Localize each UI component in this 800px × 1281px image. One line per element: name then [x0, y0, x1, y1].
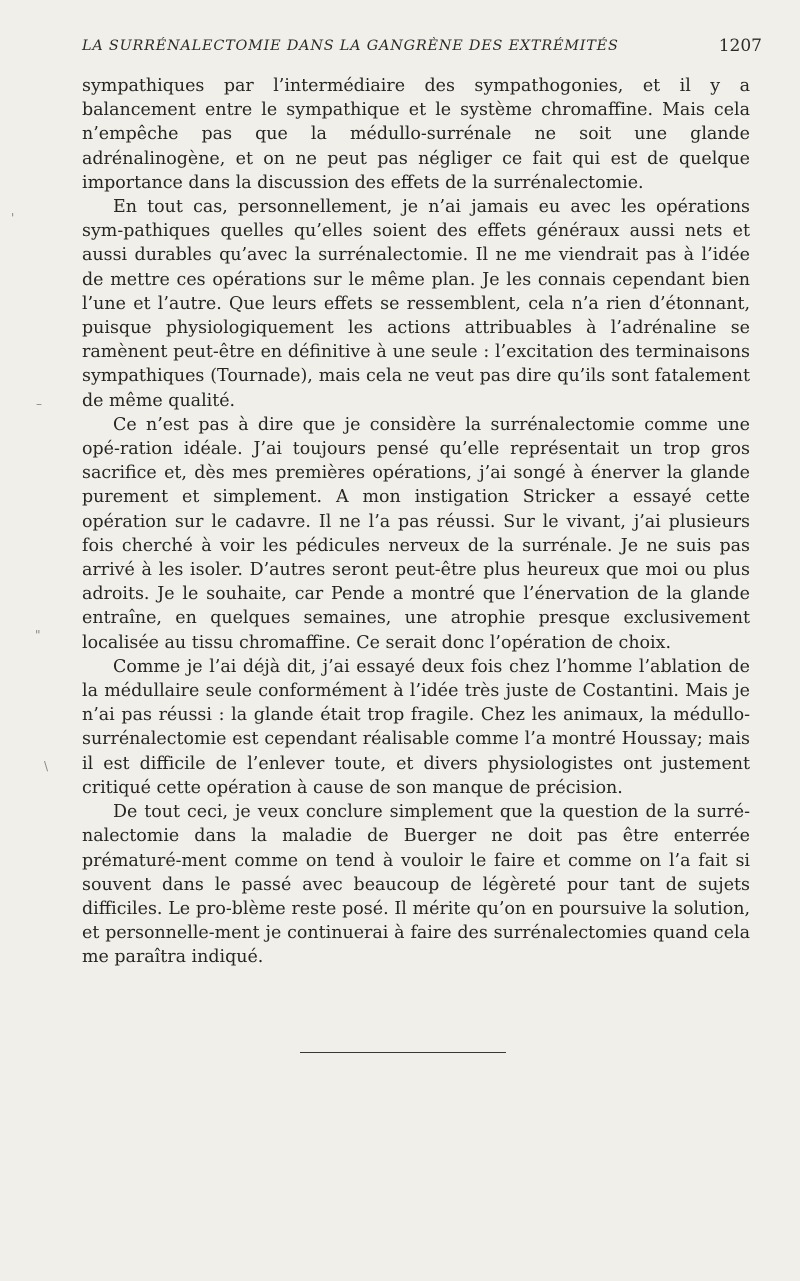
margin-tick-mark: \ [44, 759, 49, 773]
end-rule [300, 1052, 506, 1053]
margin-tick-mark: " [35, 628, 41, 642]
paragraph-sympathetic-operations: En tout cas, personnellement, je n’ai jamais eu avec les opérations sym-pathiques quelles qu’elles soient des effets généraux aussi nets et aussi durables qu’avec la surrénalectomie. Il ne me viendrait pas à l’idée de mettre ces opérations sur le même plan. Je les connais cependant bien l’une et l’autre. Que leurs effets se ressemblent, cela n’a rien d’étonnant, puisque physiologiquement les actions attribuables à l’adrénaline se ramènent peut-être en définitive à une seule : l’excitation des terminaisons sympathiques (Tournade), mais cela ne veut pas dire qu’ils sont fatalement de même qualité. [82, 197, 750, 411]
page-number: 1207 [718, 36, 762, 56]
margin-tick-mark: ' [11, 211, 15, 225]
margin-tick-mark: – [36, 397, 42, 411]
paragraph-continuation: sympathiques par l’intermédiaire des sympathogonies, et il y a balancement entre le sympathique et le système chromaffine. Mais cela n’empêche pas que la médullo-surrénale ne soit une glande adrénalinogène, et on ne peut pas négliger ce fait qui est de quelque importance dans la discussion des effets de la surrénalectomie. [82, 76, 750, 193]
paragraph-ideal-operation: Ce n’est pas à dire que je considère la surrénalectomie comme une opé-ration idéale. J’ai toujours pensé qu’elle représentait un trop gros sacrifice et, dès mes premières opérations, j’ai songé à énerver la glande purement et simplement. A mon instigation Stricker a essayé cette opération sur le cadavre. Il ne l’a pas réussi. Sur le vivant, j’ai plusieurs fois cherché à voir les pédicules nerveux de la surrénale. Je ne suis pas arrivé à les isoler. D’autres seront peut-être plus heureux que moi ou plus adroits. Je le souhaite, car Pende a montré que l’énervation de la glande entraîne, en quelques semaines, une atrophie presque exclusivement localisée au tissu chromaffine. Ce serait donc l’opération de choix. [82, 414, 750, 653]
paragraph-medullary-ablation: Comme je l’ai déjà dit, j’ai essayé deux fois chez l’homme l’ablation de la médullaire seule conformément à l’idée très juste de Costantini. Mais je n’ai pas réussi : la glande était trop fragile. Chez les animaux, la médullo-surrénalectomie est cependant réalisable comme l’a montré Houssay; mais il est difficile de l’enlever toute, et divers physiologistes ont justement critiqué cette opération à cause de son manque de précision. [82, 656, 750, 798]
paragraph-conclusion: De tout ceci, je veux conclure simplement que la question de la surré-nalectomie dans la maladie de Buerger ne doit pas être enterrée prématuré-ment comme on tend à vouloir le faire et comme on l’a fait si souvent dans le passé avec beaucoup de légèreté pour tant de sujets difficiles. Le pro-blème reste posé. Il mérite qu’on en poursuive la solution, et personnelle-ment je continuerai à faire des surrénalectomies quand cela me paraîtra indiqué. [82, 802, 750, 968]
body-text [82, 74, 750, 970]
running-header [82, 34, 762, 58]
running-title: LA SURRÉNALECTOMIE DANS LA GANGRÈNE DES EXTRÉMITÉS [82, 38, 619, 54]
